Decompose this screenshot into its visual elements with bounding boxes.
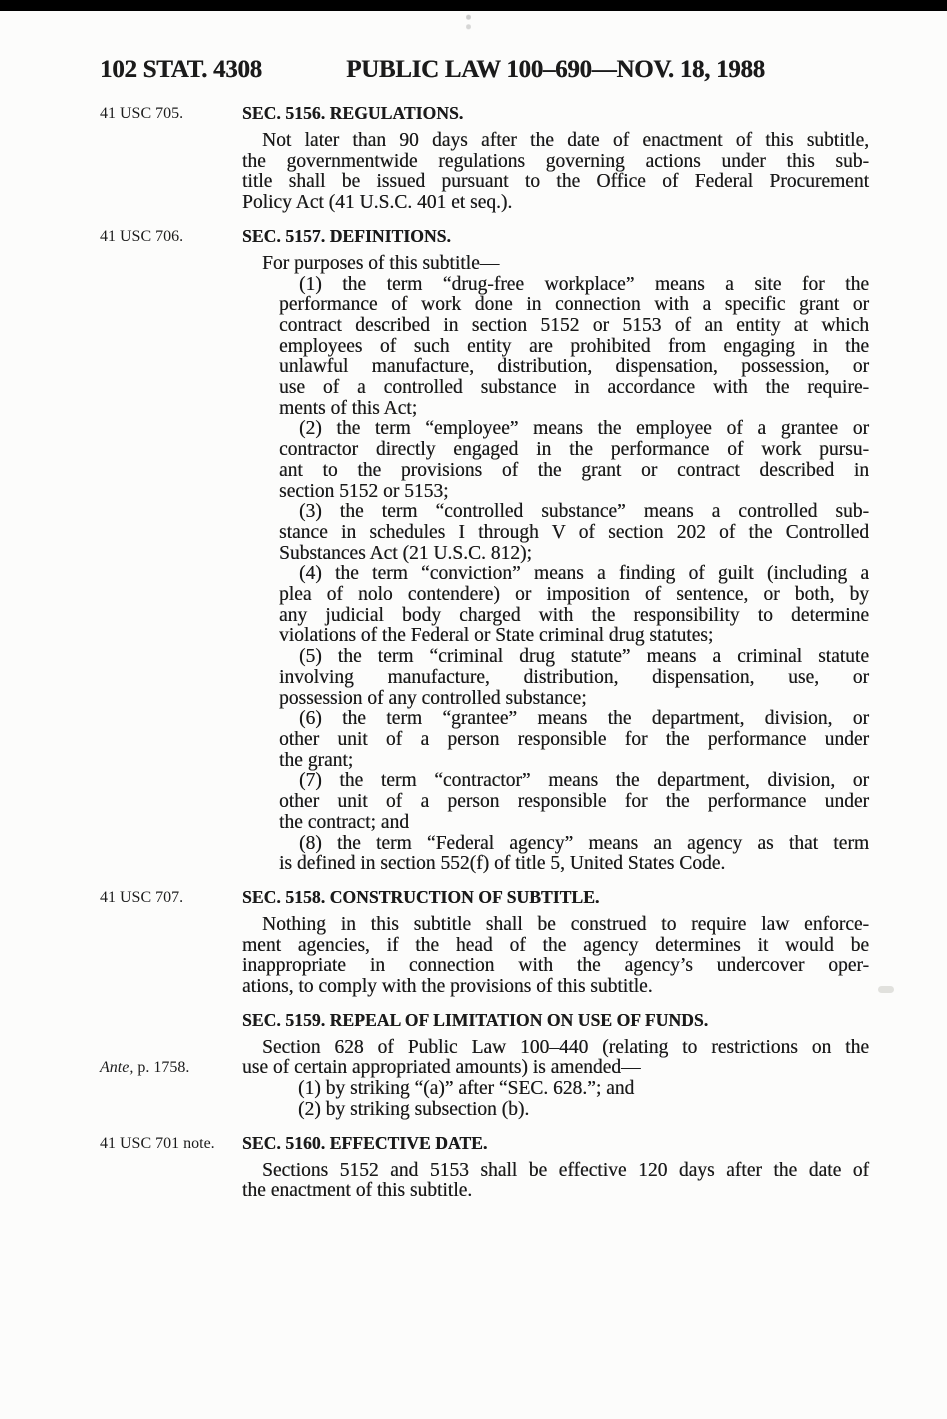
text-line: plea of nolo contendere) or imposition of sentence, or both, by — [279, 584, 869, 606]
text-line: Not later than 90 days after the date of enactment of this subtitle, — [262, 130, 869, 151]
text-line: other unit of a person responsible for the performance under — [279, 791, 869, 813]
text-line: (1) by striking “(a)” after “SEC. 628.”; and — [298, 1078, 635, 1100]
statute-section — [100, 886, 869, 998]
margin-note: 41 USC 701 note. — [100, 1134, 215, 1152]
text-line: ments of this Act; — [279, 397, 418, 419]
text-line: (4) the term “conviction” means a finding of guilt (including a — [299, 563, 869, 585]
margin-note: 41 USC 705. — [100, 105, 184, 122]
paragraph — [298, 1100, 869, 1121]
text-line: the governmentwide regulations governing actions under this sub- — [242, 150, 869, 172]
text-line: Sections 5152 and 5153 shall be effective 120 days after the date of — [262, 1159, 869, 1181]
law-title: PUBLIC LAW 100–690—NOV. 18, 1988 — [346, 56, 765, 83]
text-line: ations, to comply with the provisions of this subtitle. — [242, 976, 653, 998]
text-line: For purposes of this subtitle— — [262, 252, 500, 274]
paragraph — [279, 771, 869, 833]
text-line: involving manufacture, distribution, dispensation, use, or — [279, 666, 869, 688]
text-line: use of certain appropriated amounts) is amended— — [242, 1057, 641, 1079]
text-line: performance of work done in connection with a specific grant or — [279, 294, 869, 316]
paragraph — [279, 419, 869, 502]
scan-artifact-top — [466, 14, 471, 30]
text-line: the contract; and — [279, 811, 409, 833]
text-line: (2) by striking subsection (b). — [298, 1098, 530, 1120]
page-header — [0, 56, 947, 88]
text-line: Policy Act (41 U.S.C. 401 et seq.). — [242, 192, 513, 214]
statute-section — [100, 1132, 869, 1202]
text-line: Nothing in this subtitle shall be construed to require law enforce- — [262, 913, 869, 935]
statute-section — [100, 225, 869, 875]
paragraph — [279, 834, 869, 875]
margin-note-italic: Ante, — [100, 1058, 134, 1076]
section-heading: SEC. 5159. REPEAL OF LIMITATION ON USE OF FUNDS. — [242, 1009, 709, 1030]
text-line: employees of such entity are prohibited from engaging in the — [279, 335, 869, 357]
statute-section — [100, 1009, 869, 1121]
paragraph — [279, 709, 869, 771]
section-heading: SEC. 5157. DEFINITIONS. — [242, 225, 451, 246]
margin-note: 41 USC 706. — [100, 227, 184, 245]
text-line: (5) the term “criminal drug statute” means a criminal statute — [299, 646, 869, 668]
paragraph — [242, 131, 869, 214]
text-line: other unit of a person responsible for the performance under — [279, 728, 869, 750]
text-line: contract described in section 5152 or 5153 of an entity at which — [279, 314, 869, 336]
statute-section — [100, 103, 869, 214]
section-heading: SEC. 5158. CONSTRUCTION OF SUBTITLE. — [242, 886, 600, 907]
margin-note: Ante, p. 1758. — [100, 1058, 190, 1076]
text-line: contractor directly engaged in the performance of work pursu- — [279, 439, 869, 461]
paragraph — [279, 564, 869, 647]
text-line: (8) the term “Federal agency” means an agency as that term — [299, 832, 869, 854]
paragraph — [279, 275, 869, 420]
paragraph — [242, 1161, 869, 1202]
paragraph — [279, 647, 869, 709]
text-line: is defined in section 552(f) of title 5, United States Code. — [279, 853, 726, 875]
scan-edge-bar — [0, 0, 947, 11]
text-line: ment agencies, if the head of the agency determines it would be — [242, 934, 869, 956]
text-line: (3) the term “controlled substance” means a controlled sub- — [299, 501, 869, 523]
stat-page-number: 102 STAT. 4308 — [100, 56, 262, 83]
statute-body — [100, 103, 869, 1202]
text-line: ant to the provisions of the grant or contract described in — [279, 459, 869, 481]
paragraph — [298, 1079, 869, 1100]
margin-note: 41 USC 707. — [100, 888, 184, 906]
section-heading: SEC. 5160. EFFECTIVE DATE. — [242, 1132, 488, 1153]
text-line: inappropriate in connection with the agency’s undercover oper- — [242, 955, 869, 977]
text-line: Section 628 of Public Law 100–440 (relating to restrictions on the — [262, 1036, 869, 1058]
section-heading: SEC. 5156. REGULATIONS. — [242, 103, 464, 123]
paragraph — [279, 502, 869, 564]
text-line: the enactment of this subtitle. — [242, 1180, 473, 1202]
text-line: possession of any controlled substance; — [279, 687, 587, 709]
text-line: stance in schedules I through V of section 202 of the Controlled — [279, 521, 869, 543]
paragraph — [242, 1038, 869, 1079]
paragraph — [242, 254, 869, 275]
scan-artifact-right — [878, 986, 894, 993]
text-line: use of a controlled substance in accordance with the require- — [279, 377, 869, 399]
text-line: any judicial body charged with the responsibility to determine — [279, 604, 869, 626]
text-line: (7) the term “contractor” means the department, division, or — [299, 770, 869, 792]
text-line: (2) the term “employee” means the employee of a grantee or — [299, 418, 869, 440]
text-line: Substances Act (21 U.S.C. 812); — [279, 542, 532, 564]
text-line: unlawful manufacture, distribution, dispensation, possession, or — [279, 356, 869, 378]
paragraph — [242, 915, 869, 998]
text-line: section 5152 or 5153; — [279, 480, 449, 502]
text-line: violations of the Federal or State criminal drug statutes; — [279, 625, 714, 647]
text-line: (1) the term “drug-free workplace” means a site for the — [299, 273, 869, 295]
text-line: title shall be issued pursuant to the Office of Federal Procurement — [242, 171, 869, 193]
text-line: the grant; — [279, 749, 354, 771]
text-line: (6) the term “grantee” means the department, division, or — [299, 708, 869, 730]
